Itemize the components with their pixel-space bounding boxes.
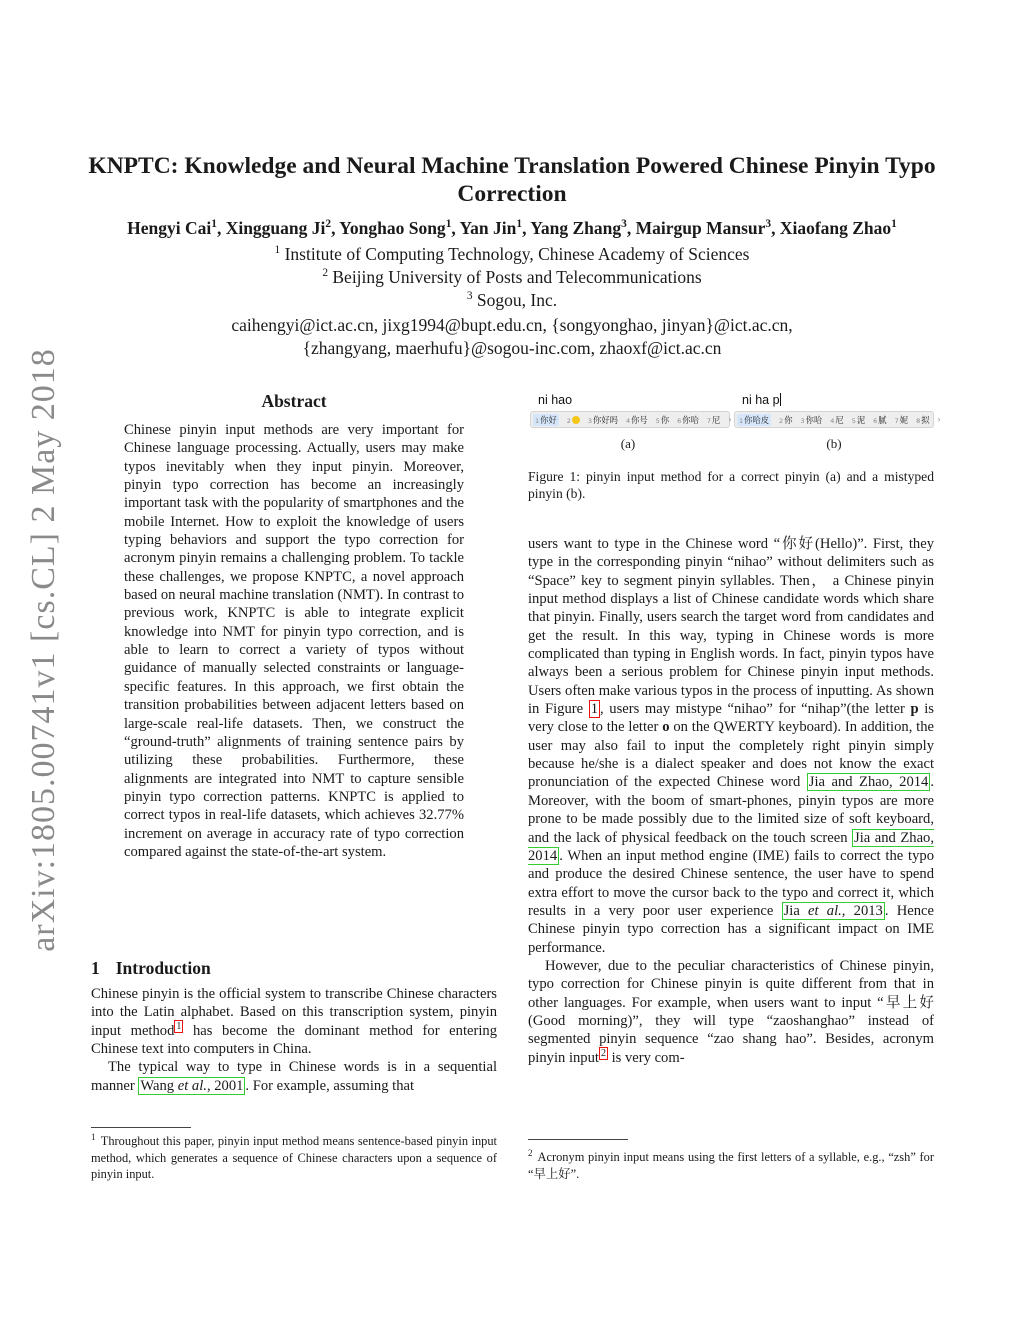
candidate-text: 尼 <box>835 414 844 425</box>
author-affiliation-mark: 1 <box>891 218 897 231</box>
text-run: , users may mistype “nihao” for “nihap”(the letter <box>600 701 911 718</box>
abstract-text: Chinese pinyin input methods are very important for Chinese language processing. Actually, users may make typos inevitably when they input pinyin. Moreover, pinyin typo correction has become an increasingly important task with the popularity of smartphones and the mobile Internet. How to exploit the knowledge of users typing behaviors and support the typo correction for acronym pinyin remains a challenging problem. To tackle these challenges, we propose KNPTC, a novel approach based on neural machine translation (NMT). In contrast to previous work, KNPTC is able to integrate explicit knowledge into NMT for pinyin typo correction, and is able to learn to correct a variety of typos without guidance of manually selected constraints or language-specific features. In this approach, we first obtain the transition probabilities between adjacent letters based on large-scale real-life datasets. Then, we construct the “ground-truth” alignments of training sentence pairs by utilizing these probabilities. Furthermore, these alignments are integrated into NMT to capture sensible pinyin typo correction patterns. KNPTC is applied to correct typos in real-life datasets, which achieves 32.77% increment on average in accuracy rate of typo correction compared against the state-of-the-art system. <box>124 422 465 860</box>
author-name: Hengyi Cai <box>127 218 212 238</box>
section-title: Introduction <box>115 958 211 978</box>
candidate-text: 你号 <box>631 414 648 425</box>
figure-ref-link[interactable]: 1 <box>590 701 599 718</box>
candidate-index: 7 <box>894 416 899 425</box>
candidate-text: 泥 <box>856 414 866 425</box>
intro-body <box>91 985 497 1095</box>
right-column-body <box>528 535 934 1067</box>
candidate <box>567 415 580 425</box>
text-caret <box>780 393 781 406</box>
candidate <box>588 414 618 426</box>
citation-link[interactable] <box>782 902 885 920</box>
candidate-index: 4 <box>625 416 631 425</box>
footnote-ref[interactable]: 1 <box>176 1020 182 1032</box>
candidate <box>626 414 648 426</box>
author-list: Hengyi Cai$^1$, Xingguang Ji$^2$, Yonghao Song$^1$, Yan Jin$^1$, Yang Zhang$^3$, Mairgup Mansur$^3$, Xiaofang Zhao$^1$ <box>127 218 897 238</box>
citation-author: Wang <box>140 1077 178 1094</box>
pinyin-input: ni hao <box>538 393 573 407</box>
text-run: has become the dominant method for entering Chinese text into computers in China. <box>91 1022 497 1058</box>
chevron-right-icon: › <box>728 415 732 424</box>
affiliation-text: Sogou, Inc. <box>476 290 558 310</box>
email-line: {zhangyang, maerhufu}@sogou-inc.com, zhaoxf@ict.ac.cn <box>302 338 722 358</box>
arxiv-stamp-text: arXiv:1805.00741v1 [cs.CL] 2 May 2018 <box>25 348 63 952</box>
text-run: . Moreover, with the boom of smart-phones, pinyin typos are more prone to be made possibly due to the limited size of soft keyboard, and the lack of physical feedback on the touch screen <box>528 774 934 846</box>
candidate <box>656 414 669 426</box>
candidate <box>677 414 699 426</box>
paragraph <box>91 985 497 1058</box>
bold-letter: o <box>662 719 670 736</box>
candidate-index: 8 <box>916 416 921 425</box>
author-affiliation-mark: 1 <box>211 218 217 231</box>
affiliation-mark: 3 <box>466 290 473 303</box>
paper-title: KNPTC: Knowledge and Neural Machine Translation Powered Chinese Pinyin Typo Correction <box>88 153 936 207</box>
footnote-divider <box>528 1139 628 1140</box>
candidate-index: 5 <box>851 416 856 425</box>
text-run: is very com- <box>607 1049 685 1066</box>
candidate-index: 5 <box>655 416 660 425</box>
candidate-text: 你 <box>660 414 670 425</box>
affiliation <box>80 243 944 266</box>
author-affiliation-mark: 1 <box>445 218 452 231</box>
emoji-icon <box>572 416 580 424</box>
candidate <box>852 414 865 426</box>
candidate-bar <box>530 411 730 428</box>
citation-link[interactable]: Jia and Zhao, 2014 <box>808 774 929 791</box>
author-name: Yang Zhang <box>530 218 622 238</box>
candidate-index: 7 <box>706 416 712 425</box>
candidate-index: 1 <box>739 416 744 425</box>
candidate-text: 你哈皮 <box>744 414 770 425</box>
text-run: . For example, assuming that <box>245 1077 415 1094</box>
candidate <box>533 414 559 426</box>
footnote-ref[interactable]: 2 <box>600 1047 606 1059</box>
affiliation-mark: 2 <box>322 267 328 280</box>
pinyin-input-text: ni ha p <box>742 393 780 407</box>
citation-author: Jia <box>783 902 809 919</box>
subfigure-label-b: (b) <box>826 436 842 451</box>
citation-etal: et al. <box>177 1077 207 1094</box>
candidate-index: 6 <box>677 416 682 425</box>
section-heading <box>91 958 497 979</box>
footnote <box>528 1145 934 1182</box>
paragraph <box>528 957 934 1067</box>
candidate <box>801 414 823 426</box>
candidate-index: 1 <box>535 416 540 425</box>
arxiv-stamp <box>16 350 72 950</box>
author-name: Yonghao Song <box>339 218 446 238</box>
author-name: Mairgup Mansur <box>635 218 766 238</box>
candidate-text: 你好吗 <box>593 414 618 425</box>
citation-link[interactable] <box>138 1077 245 1095</box>
candidate-bar <box>734 411 941 428</box>
candidate-text: 妮 <box>899 414 909 425</box>
email-line: caihengyi@ict.ac.cn, jixg1994@bupt.edu.cn, {songyonghao, jinyan}@ict.ac.cn, <box>231 315 793 335</box>
ime-panel-a <box>530 392 730 428</box>
candidate-text: 拟 <box>921 414 930 425</box>
citation-etal: et al. <box>808 902 842 919</box>
candidate <box>895 414 908 426</box>
text-run: However, due to the peculiar characteristics of Chinese pinyin, typo correction for Chinese pinyin is quite different from that in other languages. For example, when users want to input “早上好(Good morning)”, they will type “zaoshanghao” instead of segmented pinyin sequence “zao shang hao”. Besides, acronym pinyin input <box>528 957 934 1066</box>
footnote-text: Acronym pinyin input means using the first letters of a syllable, e.g., “zsh” for “早上好”. <box>528 1150 934 1181</box>
candidate-text: 你哈 <box>805 414 823 425</box>
chevron-right-icon: › <box>937 415 941 424</box>
footnote-divider <box>91 1127 191 1128</box>
candidate-index: 3 <box>587 416 593 425</box>
bold-letter: p <box>910 701 919 718</box>
ime-panel-b <box>734 392 941 428</box>
author-affiliation-mark: 2 <box>325 218 332 231</box>
candidate-index: 4 <box>830 416 835 425</box>
candidate-text: 尼 <box>712 414 721 425</box>
author-affiliation-mark: 1 <box>516 218 523 231</box>
footnote-mark: 2 <box>528 1148 533 1158</box>
candidate <box>916 414 929 426</box>
footnote-text: Throughout this paper, pinyin input method means sentence-based pinyin input method, which generates a sequence of Chinese characters upon a sequence of pinyin input. <box>91 1134 497 1181</box>
author-name: Xingguang Ji <box>225 218 326 238</box>
candidate-text: 腻 <box>878 414 887 425</box>
candidate <box>779 414 792 426</box>
text-run: users want to type in the Chinese word “你好(Hello)”. First, they type in the corresponding pinyin “nihao” without delimiters such as “Space” key to segment pinyin syllables. Then， a Chinese pinyin input method displays a list of Chinese candidate words which share that pinyin. Finally, users search the target word from candidates and get the result. In this way, typing in Chinese words is more complicated than typing in English words. In fact, pinyin typos have always been a serious problem for Chinese pinyin input methods. Users often make various typos in the process of inputting. As shown in Figure <box>528 536 934 718</box>
text-run: . Hence Chinese pinyin typo correction has a significant impact on IME performance. <box>528 902 934 956</box>
paragraph <box>528 535 934 957</box>
candidate-text: 你 <box>784 414 793 425</box>
text-run: is very close to the letter <box>528 701 934 736</box>
subfigure-label-a: (a) <box>620 436 636 451</box>
paragraph <box>91 1058 497 1095</box>
citation-link[interactable]: Jia and Zhao, 2014 <box>528 829 934 864</box>
candidate-index: 3 <box>800 416 805 425</box>
text-run: Chinese pinyin is the official system to transcribe Chinese characters into the Latin alphabet. Based on this transcription system, pinyin input method <box>91 986 497 1039</box>
text-run: The typical way to type in Chinese words is in a sequential manner <box>91 1059 497 1094</box>
candidate <box>737 414 771 426</box>
citation-year: , 2001 <box>206 1077 244 1094</box>
candidate-text: 你哈 <box>682 414 699 425</box>
author-name: Yan Jin <box>459 218 517 238</box>
pinyin-input <box>734 392 934 409</box>
author-affiliation-mark: 3 <box>621 218 627 231</box>
text-run: . When an input method engine (IME) fails to correct the typo and produce the desired Chinese sentence, the user have to spend extra effort to move the cursor back to the typo and correct it, which results in a very poor user experience <box>528 847 934 919</box>
figure-caption: Figure 1: pinyin input method for a correct pinyin (a) and a mistyped pinyin (b). <box>528 469 934 501</box>
abstract-heading: Abstract <box>261 391 327 411</box>
footnote <box>91 1129 497 1182</box>
candidate-index: 2 <box>779 416 784 425</box>
candidate-text: 你好 <box>540 414 557 425</box>
text-run: on the QWERTY keyboard). In addition, the user may also fail to input the completely right pinyin simply because he/she is a dialect speaker and does not know the exact pronunciation of the expected Chinese word <box>528 719 934 791</box>
candidate-index: 2 <box>566 416 571 425</box>
author-affiliation-mark: 3 <box>765 218 772 231</box>
candidate-index: 6 <box>873 416 878 425</box>
candidate <box>873 414 886 426</box>
affiliation <box>80 266 944 289</box>
footnote-mark: 1 <box>91 1132 96 1142</box>
affiliation-text: Institute of Computing Technology, Chinese Academy of Sciences <box>284 244 750 264</box>
section-number: 1 <box>91 958 100 978</box>
citation-year: , 2013 <box>841 902 883 919</box>
author-name: Xiaofang Zhao <box>779 218 892 238</box>
candidate <box>707 414 720 426</box>
affiliation-text: Beijing University of Posts and Telecommunications <box>332 267 702 287</box>
affiliation-mark: 1 <box>274 244 281 257</box>
affiliation <box>80 289 944 312</box>
candidate <box>830 414 843 426</box>
